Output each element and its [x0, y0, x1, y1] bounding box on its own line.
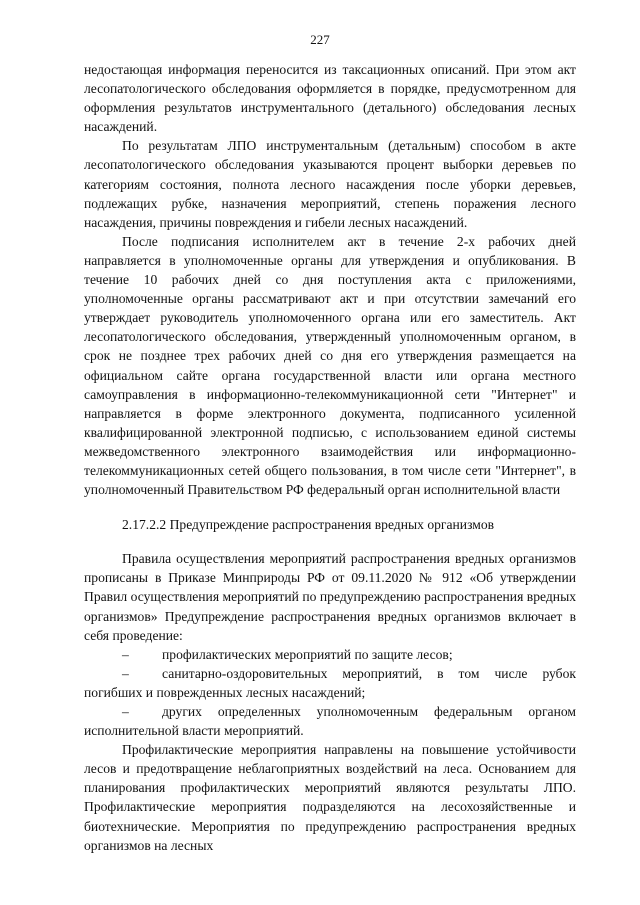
paragraph-continuation: недостающая информация переносится из таксационных описаний. При этом акт лесопатологического обследования оформляется в порядке, предусмотренном для оформления результатов инструментального (детального) обследования лесных насаждений. [84, 62, 576, 135]
list-item [84, 645, 576, 664]
list-item-text: профилактических мероприятий по защите лесов; [162, 646, 453, 662]
list-item [84, 702, 576, 740]
list-dash: – [122, 665, 129, 681]
list-item-text: санитарно-оздоровительных мероприятий, в том числе рубок погибших и поврежденных лесных насаждений; [84, 665, 576, 700]
paragraph-act-approval: После подписания исполнителем акт в течение 2-х рабочих дней направляется в уполномоченные органы для утверждения и опубликования. В течение 10 рабочих дней со дня поступления акта с приложениями, уполномоченные органы рассматривают акт и при отсутствии замечаний его утверждает руководитель уполномоченного органа или его заместитель. Акт лесопатологического обследования, утвержденный уполномоченным органом, в срок не позднее трех рабочих дней со дня его утверждения размещается на официальном сайте органа государственной власти или органа местного самоуправления в информационно-телекоммуникационной сети "Интернет" и направляется в форме электронного документа, подписанного усиленной квалифицированной электронной подписью, с использованием единой системы межведомственного электронного взаимодействия или информационно-телекоммуникационных сетей общего пользования, в том числе сети "Интернет", в уполномоченный Правительством РФ федеральный орган исполнительной власти [84, 233, 576, 498]
list-dash: – [122, 646, 129, 662]
list-dash: – [122, 704, 129, 719]
list-item [84, 664, 576, 702]
paragraph-preventive-measures: Профилактические мероприятия направлены на повышение устойчивости лесов и предотвращение неблагоприятных воздействий на леса. Основанием для планирования профилактических мероприятий являются результаты ЛПО. Профилактические мероприятия подразделяются на лесохозяйственные и биотехнические. Мероприятия по предупреждению распространения вредных организмов на лесных [84, 742, 576, 853]
document-body [84, 60, 576, 855]
page-number: 227 [310, 32, 330, 47]
list-item-text: других определенных уполномоченным федеральным органом исполнительной власти мероприятий. [84, 704, 576, 739]
section-heading: 2.17.2.2 Предупреждение распространения вредных организмов [122, 517, 495, 533]
paragraph-lpo-results: По результатам ЛПО инструментальным (детальным) способом в акте лесопатологического обследования указываются процент выборки деревьев по категориям состояния, полнота лесного насаждения после уборки деревьев, подлежащих рубке, назначения мероприятий, степень поражения лесного насаждения, причины повреждения и гибели лесных насаждений. [84, 138, 576, 230]
paragraph-prevention-rules: Правила осуществления мероприятий распространения вредных организмов прописаны в Приказе Минприроды РФ от 09.11.2020 № 912 «Об утверждении Правил осуществления мероприятий по предупреждению распространения вредных организмов» Предупреждение распространения вредных организмов включает в себя проведение: [84, 551, 576, 643]
